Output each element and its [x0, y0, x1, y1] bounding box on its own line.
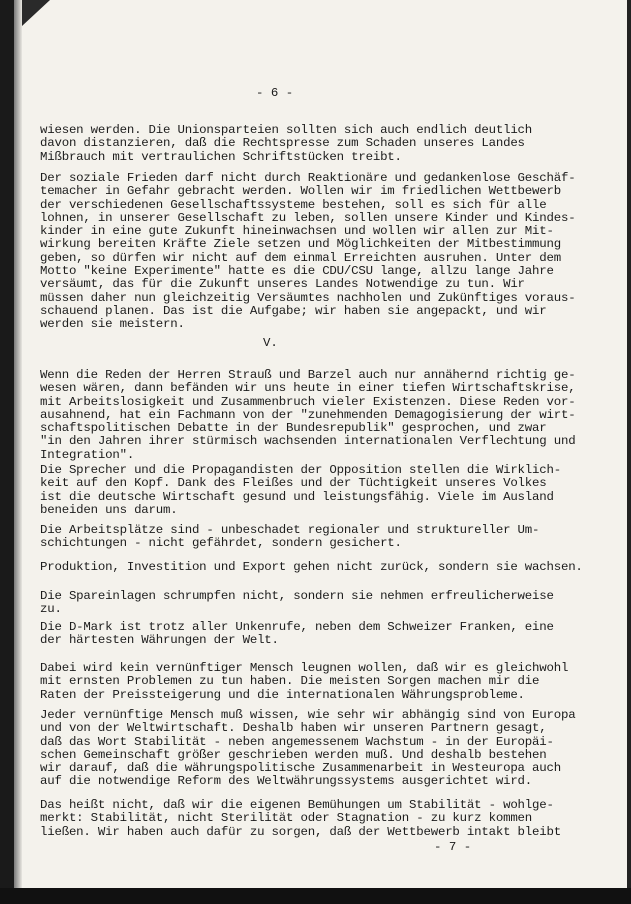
text-line: Integration".	[40, 447, 135, 462]
text-line: schichtungen - nicht gefährdet, sondern gesichert.	[40, 536, 402, 551]
next-page-number: - 7 -	[434, 840, 472, 854]
text-line: beneiden uns darum.	[40, 502, 178, 517]
text-line: Wenn die Reden der Herren Strauß und Barzel auch nur annähernd richtig ge-	[40, 368, 576, 382]
text-line: daß das Wort Stabilität - neben angemessenem Wachstum - in der Europäi-	[40, 734, 554, 749]
text-line: schauend planen. Das ist die Aufgabe; wir haben sie angepackt, und wir	[40, 303, 547, 318]
text-line: Der soziale Frieden darf nicht durch Reaktionäre und gedankenlose Geschäf-	[40, 171, 576, 185]
page-number: - 6 -	[256, 86, 294, 100]
text-line: keit auf den Kopf. Dank des Fleißes und der Tüchtigkeit unseres Volkes	[40, 476, 547, 491]
text-line: Jeder vernünftige Mensch muß wissen, wie sehr wir abhängig sind von Europa	[40, 708, 576, 722]
text-line: mit ernsten Problemen zu tun haben. Die meisten Sorgen machen mir die	[40, 674, 540, 689]
text-line: lohnen, in unserer Gesellschaft zu leben, sollen unsere Kinder und Kindes-	[40, 210, 576, 225]
text-line: und von der Weltwirtschaft. Deshalb haben wir unseren Partnern gesagt,	[40, 721, 547, 736]
text-line: wiesen werden. Die Unionsparteien sollten sich auch endlich deutlich	[40, 123, 533, 137]
text-line: kinder in eine gute Zukunft hineinwachsen und wollen wir allen zur Mit-	[40, 224, 554, 239]
text-line: schaftspolitischen Debatte in der Bundesrepublik" gesprochen, und zwar	[40, 421, 547, 436]
section-heading: V.	[263, 336, 278, 350]
text-line: ließen. Wir haben auch dafür zu sorgen, daß der Wettbewerb intakt bleibt	[40, 824, 561, 839]
paragraph	[40, 124, 532, 164]
text-line: Motto "keine Experimente" hatte es die CDU/CSU lange, allzu lange Jahre	[40, 264, 554, 279]
scan-corner-mark	[22, 0, 50, 26]
paragraph	[40, 524, 539, 551]
text-line: Mißbrauch mit vertraulichen Schriftstücken treibt.	[40, 149, 402, 164]
text-line: wesen wären, dann befänden wir uns heute in einer tiefen Wirtschaftskrise,	[40, 381, 576, 396]
text-line: der härtesten Währungen der Welt.	[40, 633, 279, 648]
paragraph	[40, 621, 554, 648]
text-line: Das heißt nicht, daß wir die eigenen Bemühungen um Stabilität - wohlge-	[40, 798, 554, 812]
text-line: ausahnend, hat ein Fachmann von der "zunehmenden Demagogisierung der wirt-	[40, 407, 576, 422]
paragraph	[40, 662, 568, 702]
text-line: wirkung bereiten Kräfte Ziele setzen und Möglichkeiten der Mitbestimmung	[40, 237, 561, 252]
text-line: geben, so dürfen wir nicht auf dem einmal Erreichten ausruhen. Unter dem	[40, 250, 561, 265]
text-line: werden sie meistern.	[40, 317, 185, 332]
paragraph	[40, 464, 561, 517]
text-line: versäumt, das für die Zukunft unseres Landes Notwendige zu tun. Wir	[40, 277, 525, 292]
text-line: davon distanzieren, daß die Rechtspresse zum Schaden unseres Landes	[40, 136, 525, 151]
text-line: Die Spareinlagen schrumpfen nicht, sondern sie nehmen erfreulicherweise	[40, 589, 554, 603]
text-line: Raten der Preissteigerung und die internationalen Währungsprobleme.	[40, 687, 525, 702]
text-line: der verschiedenen Gesellschaftssysteme bestehen, soll es sich für alle	[40, 197, 547, 212]
paragraph	[40, 709, 575, 789]
text-line: schen Gemeinschaft größer geschrieben werden muß. Und deshalb bestehen	[40, 747, 547, 762]
text-line: zu.	[40, 602, 62, 617]
scan-left-shadow	[14, 0, 22, 904]
paragraph	[40, 172, 575, 332]
scan-left-edge	[0, 0, 14, 904]
text-line: temacher in Gefahr gebracht werden. Wollen wir im friedlichen Wettbewerb	[40, 184, 561, 199]
text-line: ist die deutsche Wirtschaft gesund und leistungsfähig. Viele im Ausland	[40, 489, 554, 504]
scan-bottom-edge	[0, 888, 631, 904]
text-line: mit Arbeitslosigkeit und Zusammenbruch vieler Existenzen. Diese Reden vor-	[40, 394, 576, 409]
paragraph	[40, 561, 583, 574]
text-line: auf die notwendige Reform des Weltwährungssystems ausgerichtet wird.	[40, 774, 533, 789]
text-line: Die D-Mark ist trotz aller Unkenrufe, neben dem Schweizer Franken, eine	[40, 620, 554, 634]
text-line: merkt: Stabilität, nicht Sterilität oder Stagnation - zu kurz kommen	[40, 811, 533, 826]
scan-right-edge	[627, 0, 631, 904]
text-line: Die Arbeitsplätze sind - unbeschadet regionaler und struktureller Um-	[40, 523, 540, 537]
text-line: müssen daher nun gleichzeitig Versäumtes nachholen und Zukünftiges voraus-	[40, 290, 576, 305]
text-line: Die Sprecher und die Propagandisten der Opposition stellen die Wirklich-	[40, 463, 561, 477]
text-line: Dabei wird kein vernünftiger Mensch leugnen wollen, daß wir es gleichwohl	[40, 661, 569, 675]
paragraph	[40, 590, 554, 617]
text-line: "in den Jahren ihrer stürmisch wachsenden internationalen Verflechtung und	[40, 434, 576, 449]
text-line: wir darauf, daß die währungspolitische Zusammenarbeit in Westeuropa auch	[40, 761, 561, 776]
text-line: Produktion, Investition und Export gehen nicht zurück, sondern sie wachsen.	[40, 560, 583, 574]
paragraph	[40, 369, 575, 462]
paragraph	[40, 799, 561, 839]
